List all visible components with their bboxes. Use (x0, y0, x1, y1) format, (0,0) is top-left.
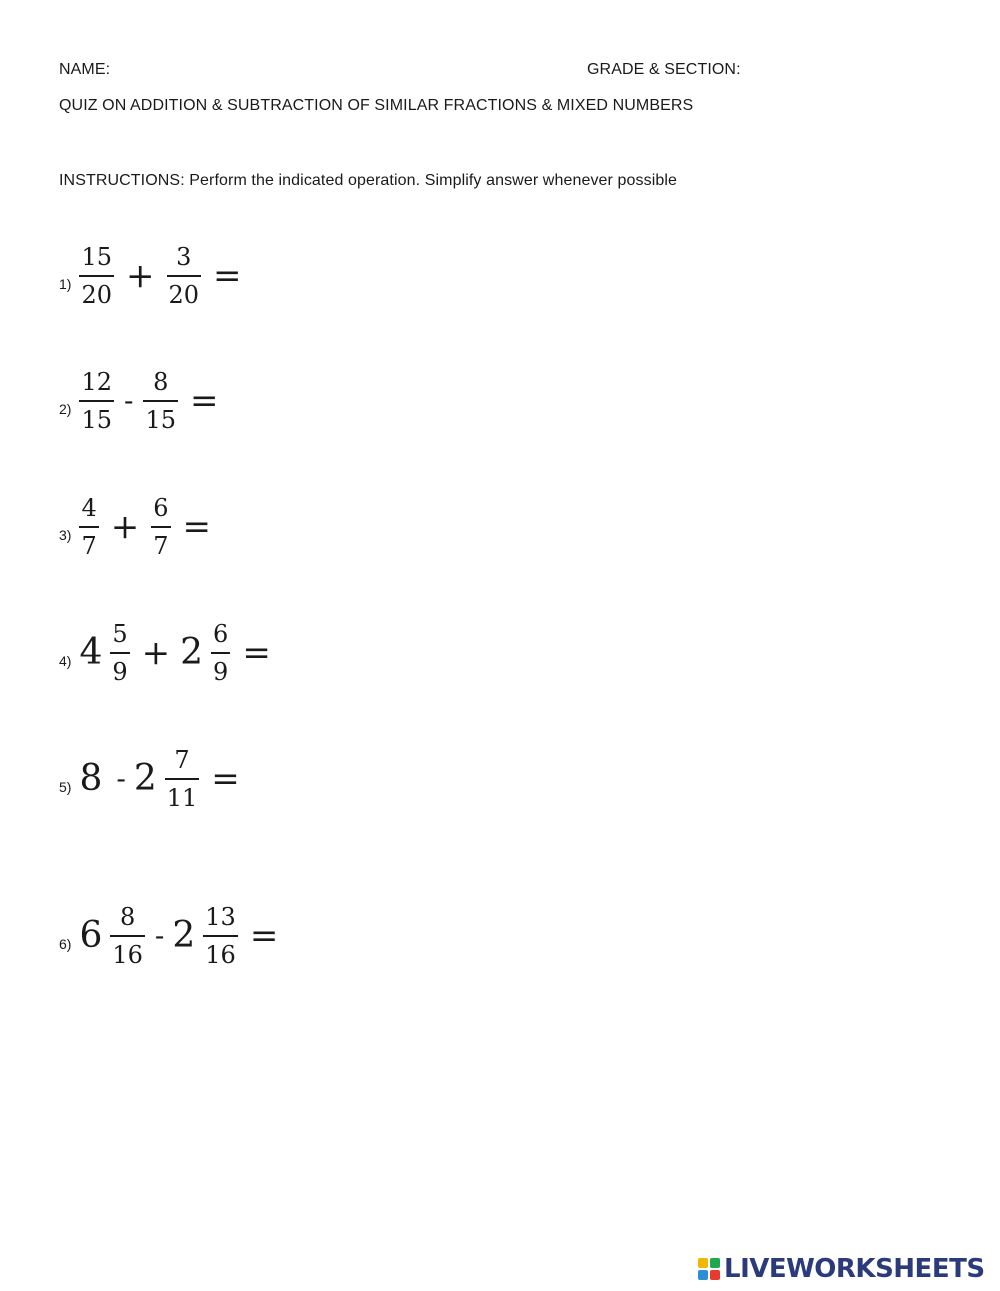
numerator: 8 (119, 903, 136, 931)
whole-number: 8 (79, 758, 103, 799)
numerator: 8 (153, 368, 169, 396)
whole-number: 2 (172, 915, 196, 956)
denominator: 7 (81, 532, 97, 560)
logo-text: LIVEWORKSHEETS (724, 1254, 985, 1284)
denominator: 16 (112, 941, 143, 969)
equals-sign: = (190, 381, 219, 421)
instructions: INSTRUCTIONS: Perform the indicated operation. Simplify answer whenever possible (59, 172, 678, 189)
equals-sign: = (182, 507, 212, 547)
name-label: NAME: (59, 61, 111, 78)
problem-label: 5) (59, 779, 72, 795)
problem-2 (59, 370, 229, 432)
quiz-title: QUIZ ON ADDITION & SUBTRACTION OF SIMILAR FRACTIONS & MIXED NUMBERS (59, 97, 694, 114)
fraction (211, 622, 230, 684)
problem-5 (59, 748, 250, 810)
problem-label: 3) (59, 527, 72, 543)
numerator: 13 (205, 903, 236, 931)
whole-number: 2 (180, 632, 204, 673)
denominator: 15 (81, 406, 112, 434)
numerator: 6 (213, 620, 229, 648)
equals-sign: = (242, 633, 271, 673)
denominator: 9 (213, 658, 229, 686)
problem-3 (59, 496, 221, 558)
whole-number: 6 (79, 915, 103, 956)
liveworksheets-logo (698, 1254, 985, 1284)
grade-section-label: GRADE & SECTION: (587, 61, 741, 78)
denominator: 15 (145, 406, 177, 434)
problem-label: 1) (59, 276, 72, 292)
denominator: 20 (168, 281, 200, 309)
fraction (110, 622, 129, 684)
operator: + (126, 256, 155, 296)
logo-block (698, 1270, 708, 1280)
fraction (79, 496, 98, 558)
fraction (79, 245, 114, 307)
logo-block (710, 1258, 720, 1268)
operator: + (110, 507, 140, 547)
numerator: 6 (153, 494, 169, 522)
numerator: 5 (112, 620, 128, 648)
denominator: 16 (205, 941, 236, 969)
equals-sign: = (211, 759, 240, 799)
whole-number: 4 (79, 632, 103, 673)
problem-4 (59, 622, 281, 684)
operator: - (124, 384, 134, 417)
problem-6 (59, 905, 288, 967)
whole-number: 2 (133, 758, 157, 799)
problem-1 (59, 245, 252, 307)
equals-sign: = (249, 916, 279, 956)
fraction (79, 370, 114, 432)
fraction (110, 905, 145, 967)
denominator: 7 (153, 532, 169, 560)
logo-blocks-icon (698, 1258, 720, 1280)
fraction (151, 496, 170, 558)
logo-block (710, 1270, 720, 1280)
operator: - (154, 919, 165, 952)
numerator: 15 (81, 243, 112, 271)
numerator: 12 (81, 368, 112, 396)
problem-label: 2) (59, 401, 72, 417)
problem-label: 4) (59, 653, 72, 669)
operator: - (116, 762, 126, 795)
equals-sign: = (213, 256, 242, 296)
denominator: 20 (81, 281, 112, 309)
fraction (143, 370, 178, 432)
fraction (167, 245, 202, 307)
numerator: 3 (176, 243, 192, 271)
numerator: 7 (174, 746, 190, 774)
fraction (203, 905, 238, 967)
numerator: 4 (81, 494, 97, 522)
logo-block (698, 1258, 708, 1268)
fraction (165, 748, 200, 810)
operator: + (141, 633, 171, 673)
denominator: 9 (112, 658, 128, 686)
denominator: 11 (166, 784, 198, 812)
problem-label: 6) (59, 936, 72, 952)
